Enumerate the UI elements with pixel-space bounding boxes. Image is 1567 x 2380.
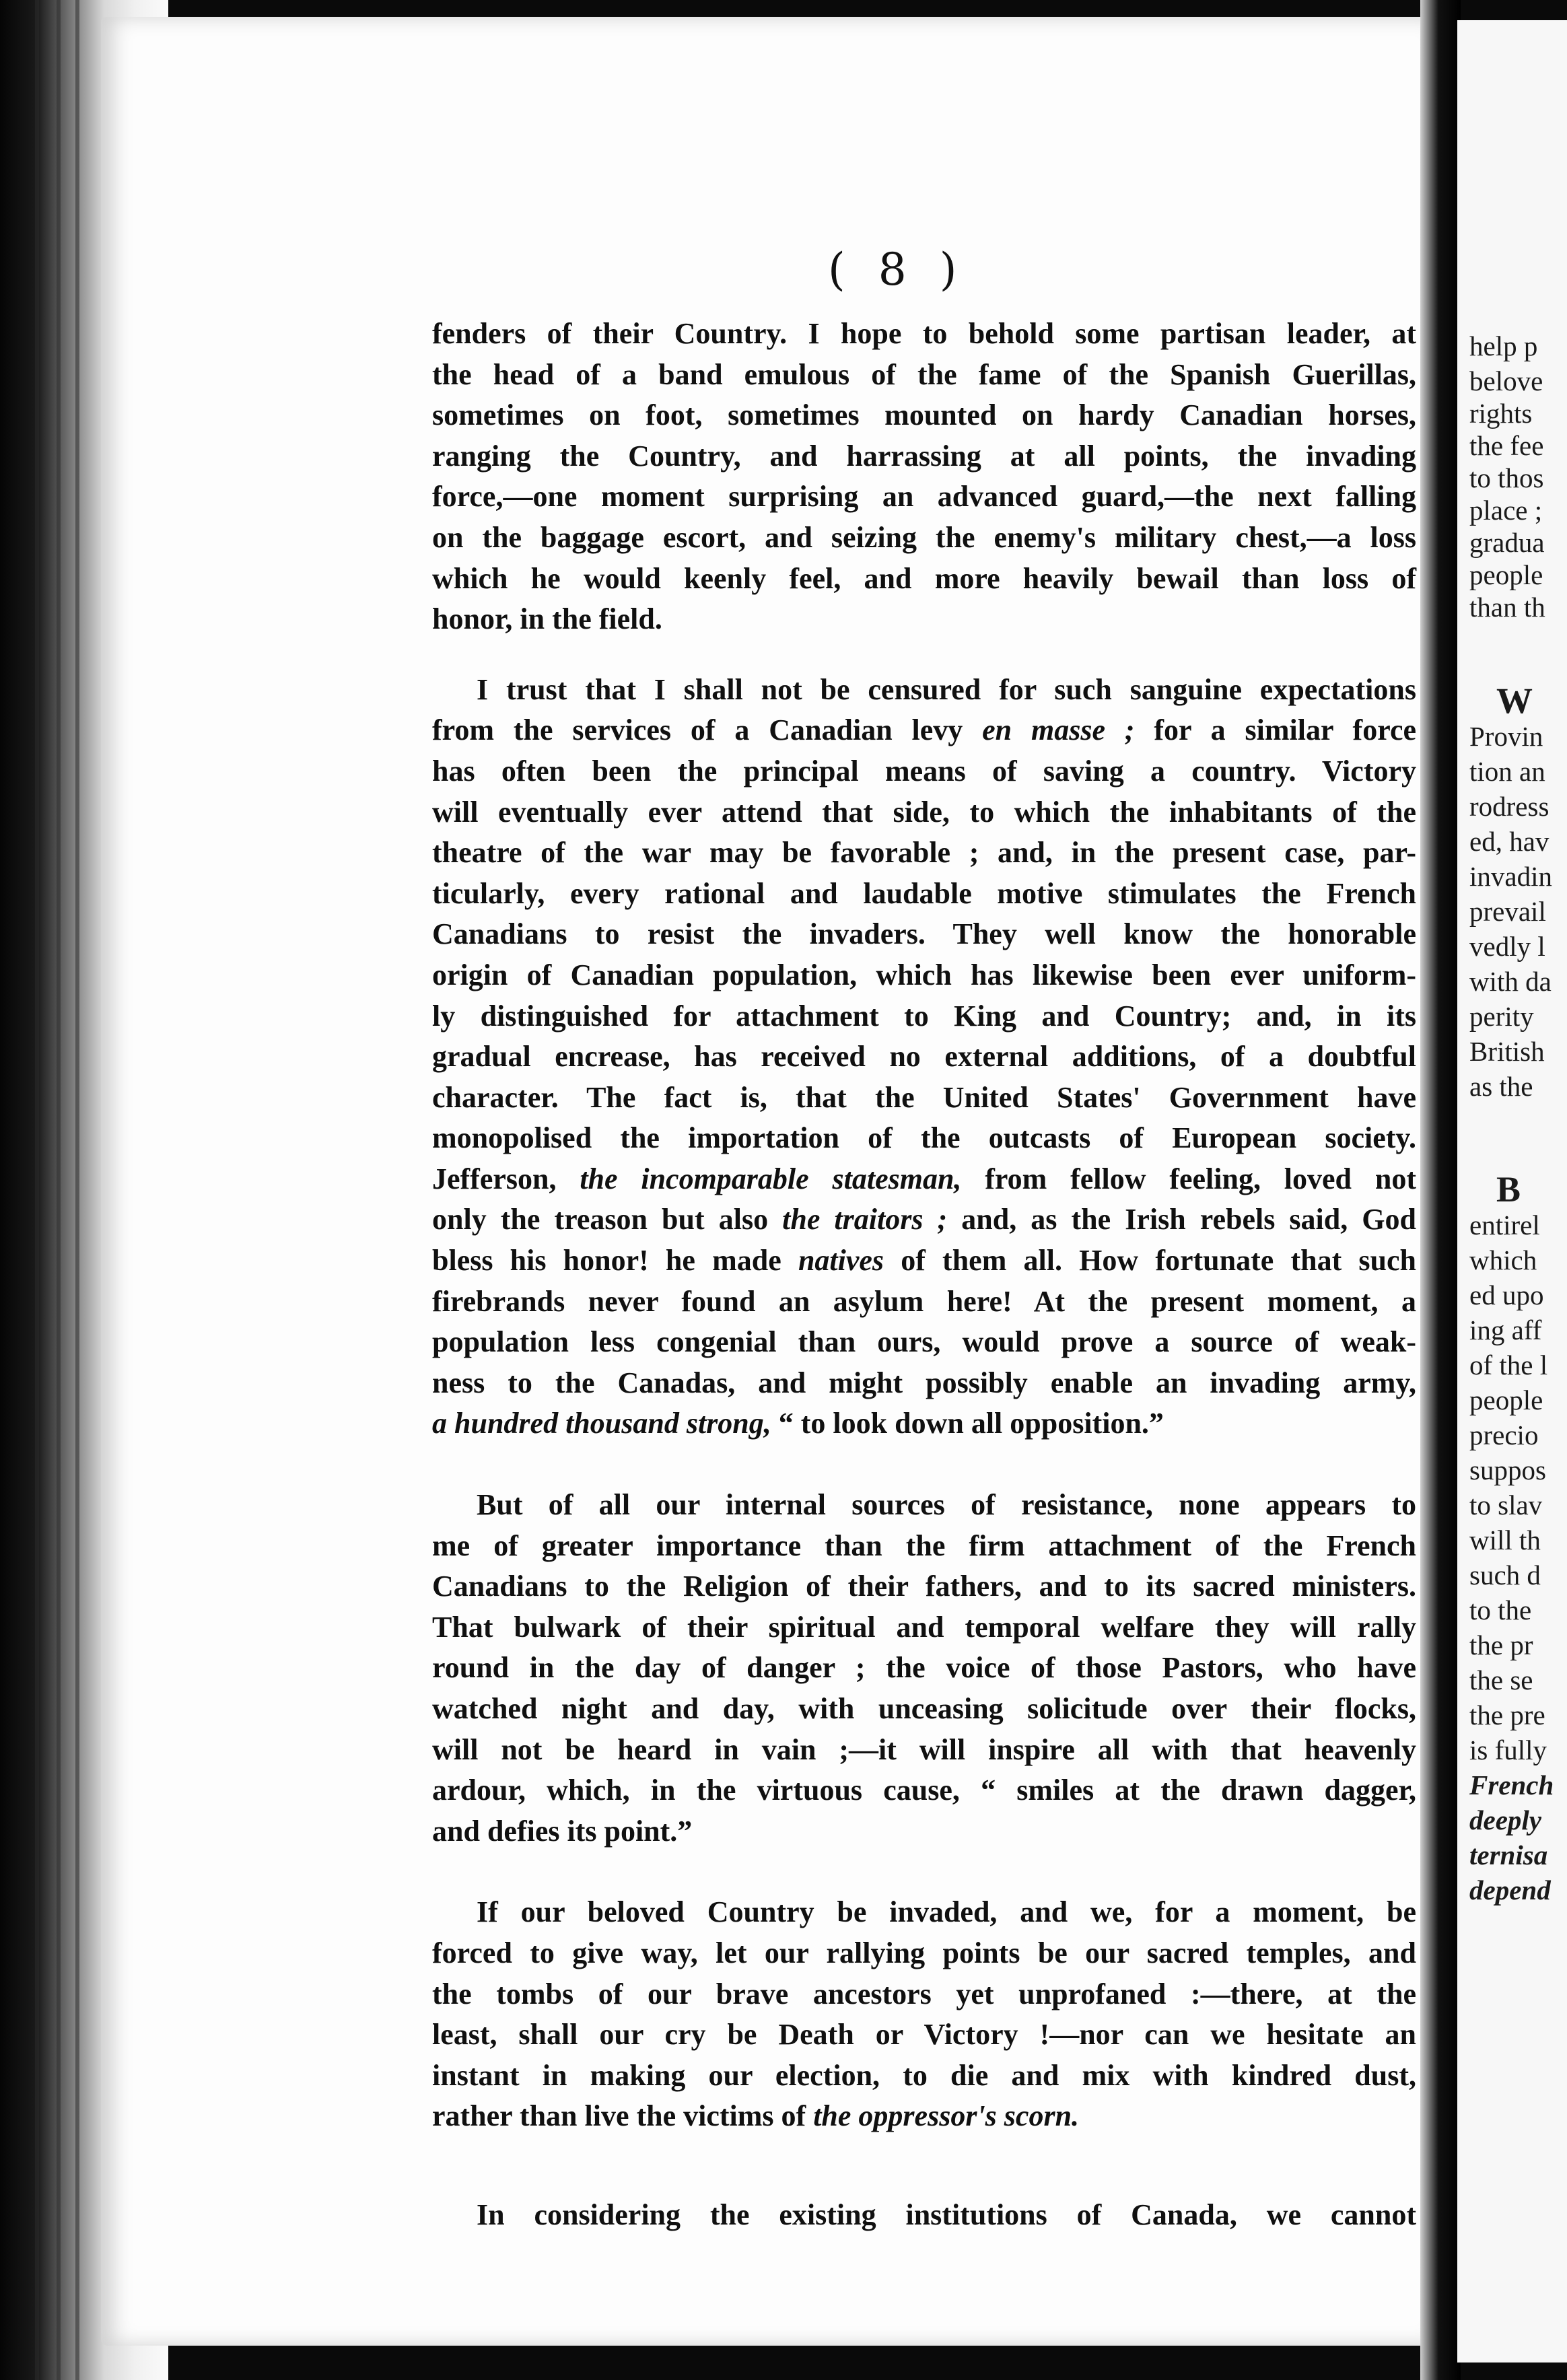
text-run: That bulwark of their spiritual and temporal welfare they will rally: [432, 1610, 1416, 1644]
text-run: bless his honor! he made: [432, 1244, 798, 1278]
right-page-line-fragment: W: [1496, 680, 1533, 721]
body-text: [432, 314, 1416, 2236]
text-line: [432, 2056, 1416, 2097]
text-run: of them all. How fortunate that such: [884, 1244, 1416, 1278]
right-page-line-fragment: to slav: [1469, 1490, 1543, 1520]
right-page-line-fragment: entirel: [1469, 1210, 1540, 1240]
right-page-line-fragment: rights: [1469, 398, 1533, 429]
right-page-line-fragment: precio: [1469, 1420, 1539, 1450]
text-line: [432, 1363, 1416, 1404]
right-page-line-fragment: such d: [1469, 1560, 1541, 1590]
right-page-line-fragment: which: [1469, 1245, 1537, 1275]
text-run: will not be heard in vain ;—it will inspire all with that heavenly: [432, 1733, 1416, 1766]
book-gutter: [1420, 0, 1461, 2380]
text-run: the head of a band emulous of the fame of the Spanish Guerillas,: [432, 357, 1416, 391]
text-run: fenders of their Country. I hope to behold some partisan leader, at: [432, 317, 1416, 350]
text-run: forced to give way, let our rallying points be our sacred temples, and: [432, 1936, 1416, 1969]
text-run: origin of Canadian population, which has likewise been ever uniform-: [432, 958, 1416, 991]
paragraph-gap: [432, 1852, 1416, 1892]
text-line: [432, 2195, 1416, 2236]
right-page-line-fragment: ed upo: [1469, 1280, 1544, 1310]
right-page-line-fragment: the pr: [1469, 1630, 1533, 1660]
text-run: character. The fact is, that the United States' Government have: [432, 1080, 1416, 1114]
right-page-line-fragment: prevail: [1469, 896, 1546, 927]
text-run: has often been the principal means of saving a country. Victory: [432, 754, 1416, 788]
page-number: ( 8 ): [828, 244, 967, 295]
text-run: If our beloved Country be invaded, and we, for a moment, be: [477, 1895, 1416, 1929]
text-run: rather than live the victims of: [432, 2099, 814, 2133]
right-page-line-fragment: belove: [1469, 365, 1543, 396]
text-run: round in the day of danger ; the voice of those Pastors, who have: [432, 1651, 1416, 1685]
right-page-line-fragment: French: [1469, 1770, 1554, 1800]
right-page-line-fragment: of the l: [1469, 1350, 1548, 1380]
right-page-line-fragment: the fee: [1469, 430, 1544, 461]
right-page-line-fragment: deeply: [1469, 1805, 1541, 1835]
text-run: instant in making our election, to die and mix with kindred dust,: [432, 2058, 1416, 2092]
text-line: [432, 2015, 1416, 2056]
right-page-line-fragment: suppos: [1469, 1455, 1546, 1485]
text-line: [432, 314, 1416, 355]
right-page-line-fragment: invadin: [1469, 861, 1552, 892]
text-line: [432, 1811, 1416, 1852]
text-line: [432, 1403, 1416, 1444]
text-line: [432, 792, 1416, 833]
text-line: [432, 1037, 1416, 1078]
paragraph-gap: [432, 2137, 1416, 2195]
text-line: [432, 1933, 1416, 1974]
right-page-line-fragment: to the: [1469, 1595, 1532, 1625]
italic-run: a hundred thousand strong,: [432, 1407, 771, 1440]
text-line: [432, 1526, 1416, 1567]
text-line: [432, 996, 1416, 1037]
right-page-line-fragment: to thos: [1469, 462, 1544, 493]
text-line: [432, 751, 1416, 792]
text-line: [432, 1892, 1416, 1933]
text-line: [432, 1118, 1416, 1159]
text-line: [432, 2096, 1416, 2137]
text-run: sometimes on foot, sometimes mounted on hardy Canadian horses,: [432, 398, 1416, 432]
right-page-line-fragment: vedly l: [1469, 931, 1545, 962]
right-page-line-fragment: as the: [1469, 1071, 1533, 1102]
right-page-line-fragment: perity: [1469, 1001, 1534, 1032]
text-line: [432, 1974, 1416, 2015]
text-line: [432, 395, 1416, 436]
right-page-line-fragment: ing aff: [1469, 1315, 1542, 1345]
italic-run: the oppressor's scorn.: [813, 2099, 1080, 2133]
text-run: which he would keenly feel, and more heavily bewail than loss of: [432, 561, 1416, 595]
text-run: watched night and day, with unceasing solicitude over their flocks,: [432, 1692, 1416, 1725]
edge-streak: [57, 0, 61, 2380]
right-page-line-fragment: is fully: [1469, 1735, 1547, 1765]
right-page-line-fragment: tion an: [1469, 756, 1545, 787]
text-line: [432, 1240, 1416, 1282]
text-run: firebrands never found an asylum here! At the present moment, a: [432, 1284, 1416, 1318]
edge-streak: [75, 0, 79, 2380]
text-line: [432, 670, 1416, 711]
right-page-line-fragment: with da: [1469, 966, 1552, 997]
text-run: force,—one moment surprising an advanced guard,—the next falling: [432, 480, 1416, 514]
italic-run: the traitors ;: [782, 1203, 948, 1236]
right-page-line-fragment: gradua: [1469, 527, 1545, 558]
text-run: I trust that I shall not be censured for such sanguine expectations: [477, 672, 1416, 706]
text-run: and, as the Irish rebels said, God: [947, 1203, 1416, 1236]
text-run: gradual encrease, has received no external additions, of a doubtful: [432, 1040, 1416, 1074]
right-page-line-fragment: ed, hav: [1469, 826, 1549, 857]
text-line: [432, 1485, 1416, 1526]
right-page-line-fragment: people: [1469, 1385, 1543, 1415]
text-run: population less congenial than ours, would prove a source of weak-: [432, 1325, 1416, 1359]
text-run: Canadians to the Religion of their fathers, and to its sacred ministers.: [432, 1570, 1416, 1603]
text-line: [432, 1648, 1416, 1689]
text-run: honor, in the field.: [432, 602, 662, 636]
text-line: [432, 1078, 1416, 1119]
right-page-line-fragment: British: [1469, 1036, 1545, 1067]
text-line: [432, 955, 1416, 996]
right-page-line-fragment: B: [1496, 1169, 1521, 1210]
italic-run: en masse ;: [982, 713, 1135, 747]
right-page-line-fragment: place ;: [1469, 495, 1543, 526]
right-page-line-fragment: people: [1469, 559, 1543, 590]
text-run: and defies its point.”: [432, 1814, 693, 1848]
text-run: ranging the Country, and harrassing at all points, the invading: [432, 439, 1416, 473]
text-line: [432, 436, 1416, 477]
text-run: the tombs of our brave ancestors yet unprofaned :—there, at the: [432, 1977, 1416, 2010]
right-page-fragment: [1457, 20, 1567, 2362]
text-run: Jefferson,: [432, 1162, 580, 1195]
text-run: ness to the Canadas, and might possibly enable an invading army,: [432, 1366, 1416, 1399]
text-line: [432, 914, 1416, 955]
text-run: least, shall our cry be Death or Victory !—nor can we hesitate an: [432, 2018, 1416, 2052]
paragraph-gap: [432, 640, 1416, 670]
text-line: [432, 1770, 1416, 1811]
text-line: [432, 874, 1416, 915]
text-run: from fellow feeling, loved not: [961, 1162, 1416, 1195]
text-run: monopolised the importation of the outcasts of European society.: [432, 1121, 1416, 1155]
text-line: [432, 1730, 1416, 1771]
text-run: “ to look down all opposition.”: [771, 1407, 1164, 1440]
text-line: [432, 477, 1416, 518]
text-line: [432, 710, 1416, 751]
right-page-line-fragment: Provin: [1469, 721, 1543, 752]
text-run: me of greater importance than the firm attachment of the French: [432, 1529, 1416, 1562]
text-line: [432, 559, 1416, 600]
text-line: [432, 599, 1416, 640]
right-page-line-fragment: than th: [1469, 592, 1545, 623]
text-run: ly distinguished for attachment to King and Country; and, in its: [432, 999, 1416, 1032]
text-line: [432, 1689, 1416, 1730]
text-run: Canadians to resist the invaders. They well know the honorable: [432, 917, 1416, 951]
text-line: [432, 518, 1416, 559]
right-page-line-fragment: ternisa: [1469, 1840, 1548, 1870]
text-run: ticularly, every rational and laudable motive stimulates the French: [432, 876, 1416, 910]
text-line: [432, 1282, 1416, 1323]
text-line: [432, 1566, 1416, 1607]
text-line: [432, 355, 1416, 396]
text-line: [432, 1322, 1416, 1363]
right-page-line-fragment: the se: [1469, 1665, 1533, 1695]
text-run: ardour, which, in the virtuous cause, “ smiles at the drawn dagger,: [432, 1774, 1416, 1807]
text-run: But of all our internal sources of resistance, none appears to: [477, 1488, 1416, 1522]
text-run: will eventually ever attend that side, to which the inhabitants of the: [432, 795, 1416, 829]
text-run: for a similar force: [1134, 713, 1416, 747]
text-run: In considering the existing institutions of Canada, we cannot: [477, 2198, 1416, 2231]
right-page-line-fragment: the pre: [1469, 1700, 1545, 1730]
italic-run: the incomparable statesman,: [580, 1162, 962, 1195]
right-page-line-fragment: will th: [1469, 1525, 1541, 1555]
text-line: [432, 1199, 1416, 1240]
text-line: [432, 1159, 1416, 1200]
text-line: [432, 1607, 1416, 1648]
paragraph-gap: [432, 1444, 1416, 1485]
right-page-line-fragment: depend: [1469, 1875, 1551, 1905]
right-page-line-fragment: help p: [1469, 330, 1538, 361]
text-run: from the services of a Canadian levy: [432, 713, 983, 747]
text-run: theatre of the war may be favorable ; and, in the present case, par-: [432, 836, 1416, 870]
text-line: [432, 833, 1416, 874]
italic-run: natives: [798, 1244, 884, 1278]
text-run: on the baggage escort, and seizing the enemy's military chest,—a loss: [432, 520, 1416, 554]
text-run: only the treason but also: [432, 1203, 783, 1236]
edge-streak: [35, 0, 39, 2380]
right-page-line-fragment: rodress: [1469, 791, 1549, 822]
